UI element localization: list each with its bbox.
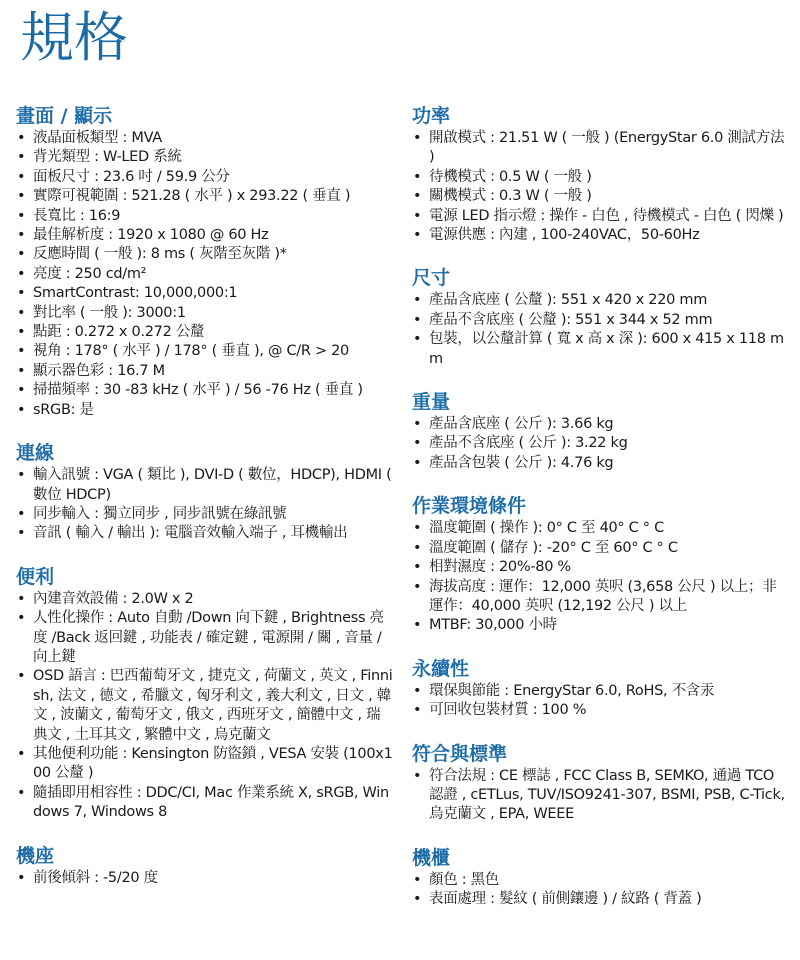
spec-item: • MTBF: 30,000 小時 <box>412 616 790 635</box>
spec-item: • 產品不含底座 ( 公斤 ): 3.22 kg <box>412 434 790 453</box>
spec-item: • sRGB: 是 <box>16 401 394 420</box>
spec-item: • 面板尺寸 : 23.6 吋 / 59.9 公分 <box>16 168 394 187</box>
spec-item: • OSD 語言 : 巴西葡萄牙文 , 捷克文 , 荷蘭文 , 英文 , Finnish, 法文 , 德文 , 希臘文 , 匈牙利文 , 義大利文 , 日文 , 韓文 , 波蘭文 , 葡萄牙文 , 俄文 , 西班牙文 , 簡體中文 , 瑞典文 , 土耳其文 , 繁體中文 , 烏克蘭文 <box>16 667 394 745</box>
section-heading: 尺寸 <box>412 267 451 290</box>
spec-item: • 隨插即用相容性 : DDC/CI, Mac 作業系統 X, sRGB, Windows 7, Windows 8 <box>16 784 394 823</box>
spec-item: • 顯示器色彩 : 16.7 M <box>16 362 394 381</box>
section-heading: 畫面 / 顯示 <box>16 105 113 127</box>
spec-item: • 待機模式 : 0.5 W ( 一般 ) <box>412 168 790 187</box>
spec-item: • 亮度 : 250 cd/m² <box>16 265 394 284</box>
spec-item: • 點距 : 0.272 x 0.272 公釐 <box>16 323 394 342</box>
spec-item: • 掃描頻率 : 30 -83 kHz ( 水平 ) / 56 -76 Hz ( 垂直 ) <box>16 381 394 400</box>
section-weight <box>412 390 790 473</box>
section-dimensions <box>412 266 790 369</box>
spec-item: • 可回收包裝材質 : 100 % <box>412 701 790 720</box>
section-display <box>16 104 394 420</box>
spec-list <box>412 291 790 369</box>
section-heading: 連線 <box>16 442 55 465</box>
spec-list <box>412 767 790 825</box>
spec-list <box>412 519 790 635</box>
right-column <box>412 104 790 931</box>
spec-item: • 電源 LED 指示燈 : 操作 - 白色 , 待機模式 - 白色 ( 閃爍 ) <box>412 207 790 226</box>
spec-item: • 同步輸入 : 獨立同步 , 同步訊號在綠訊號 <box>16 505 394 524</box>
spec-list <box>412 682 790 721</box>
page-title: 規格 <box>20 6 128 69</box>
section-cabinet <box>412 846 790 910</box>
spec-item: • 環保與節能 : EnergyStar 6.0, RoHS, 不含汞 <box>412 682 790 701</box>
section-heading: 便利 <box>16 565 55 588</box>
spec-item: • 產品含底座 ( 公斤 ): 3.66 kg <box>412 415 790 434</box>
section-compliance <box>412 742 790 825</box>
spec-item: • 關機模式 : 0.3 W ( 一般 ) <box>412 187 790 206</box>
spec-list <box>16 466 394 544</box>
left-column <box>16 104 394 909</box>
spec-item: • 最佳解析度 : 1920 x 1080 @ 60 Hz <box>16 226 394 245</box>
spec-item: • 長寬比 : 16:9 <box>16 207 394 226</box>
section-sustainability <box>412 657 790 721</box>
spec-item: • 電源供應 : 內建 , 100-240VAC，50-60Hz <box>412 226 790 245</box>
spec-item: • 海拔高度 : 運作：12,000 英呎 (3,658 公尺 ) 以上；非運作：40,000 英呎 (12,192 公尺 ) 以上 <box>412 578 790 617</box>
spec-item: • 實際可視範圍 : 521.28 ( 水平 ) x 293.22 ( 垂直 ) <box>16 187 394 206</box>
spec-item: • 顏色 : 黑色 <box>412 871 790 890</box>
spec-item: • 內建音效設備 : 2.0W x 2 <box>16 590 394 609</box>
section-power <box>412 104 790 245</box>
spec-list <box>16 869 394 888</box>
spec-item: • 音訊 ( 輸入 / 輸出 ): 電腦音效輸入端子 , 耳機輸出 <box>16 524 394 543</box>
spec-list <box>412 415 790 473</box>
section-heading: 功率 <box>412 105 451 127</box>
section-stand <box>16 844 394 888</box>
section-operating-conditions <box>412 494 790 635</box>
spec-item: • 產品含底座 ( 公釐 ): 551 x 420 x 220 mm <box>412 291 790 310</box>
spec-item: • 輸入訊號 : VGA ( 類比 ), DVI-D ( 數位，HDCP), HDMI ( 數位 HDCP) <box>16 466 394 505</box>
section-connectivity <box>16 441 394 544</box>
spec-item: • 對比率 ( 一般 ): 3000:1 <box>16 304 394 323</box>
spec-item: • 液晶面板類型 : MVA <box>16 129 394 148</box>
section-heading: 機座 <box>16 844 55 867</box>
spec-list <box>16 129 394 420</box>
spec-item: • 人性化操作 : Auto 自動 /Down 向下鍵 , Brightness 亮度 /Back 返回鍵 , 功能表 / 確定鍵 , 電源開 / 關 , 音量 / 向上鍵 <box>16 609 394 667</box>
section-heading: 符合與標準 <box>412 742 508 765</box>
spec-item: • SmartContrast: 10,000,000:1 <box>16 284 394 303</box>
spec-item: • 表面處理 : 髮紋 ( 前側鑲邊 ) / 紋路 ( 背蓋 ) <box>412 890 790 909</box>
spec-list <box>412 129 790 245</box>
section-heading: 機櫃 <box>412 846 451 869</box>
spec-item: • 前後傾斜 : -5/20 度 <box>16 869 394 888</box>
spec-item: • 視角 : 178° ( 水平 ) / 178° ( 垂直 ), @ C/R > 20 <box>16 342 394 361</box>
spec-item: • 背光類型 : W-LED 系統 <box>16 148 394 167</box>
spec-item: • 包裝，以公釐計算 ( 寬 x 高 x 深 ): 600 x 415 x 118 mm <box>412 330 790 369</box>
section-heading: 作業環境條件 <box>412 495 527 518</box>
spec-list <box>16 590 394 823</box>
spec-list <box>412 871 790 910</box>
section-heading: 重量 <box>412 391 451 414</box>
spec-item: • 產品含包裝 ( 公斤 ): 4.76 kg <box>412 454 790 473</box>
spec-item: • 符合法規 : CE 標誌 , FCC Class B, SEMKO, 通過 TCO 認證 , cETLus, TUV/ISO9241-307, BSMI, PSB, C-Tick, 烏克蘭文 , EPA, WEEE <box>412 767 790 825</box>
spec-item: • 開啟模式 : 21.51 W ( 一般 ) (EnergyStar 6.0 測試方法 ) <box>412 129 790 168</box>
spec-item: • 反應時間 ( 一般 ): 8 ms ( 灰階至灰階 )* <box>16 245 394 264</box>
spec-item: • 溫度範圍 ( 操作 ): 0° C 至 40° C ° C <box>412 519 790 538</box>
spec-item: • 產品不含底座 ( 公釐 ): 551 x 344 x 52 mm <box>412 311 790 330</box>
spec-item: • 相對濕度 : 20%-80 % <box>412 558 790 577</box>
section-heading: 永續性 <box>412 657 470 680</box>
section-convenience <box>16 565 394 823</box>
spec-item: • 溫度範圍 ( 儲存 ): -20° C 至 60° C ° C <box>412 539 790 558</box>
spec-item: • 其他便利功能 : Kensington 防盜鎖 , VESA 安裝 (100x100 公釐 ) <box>16 745 394 784</box>
